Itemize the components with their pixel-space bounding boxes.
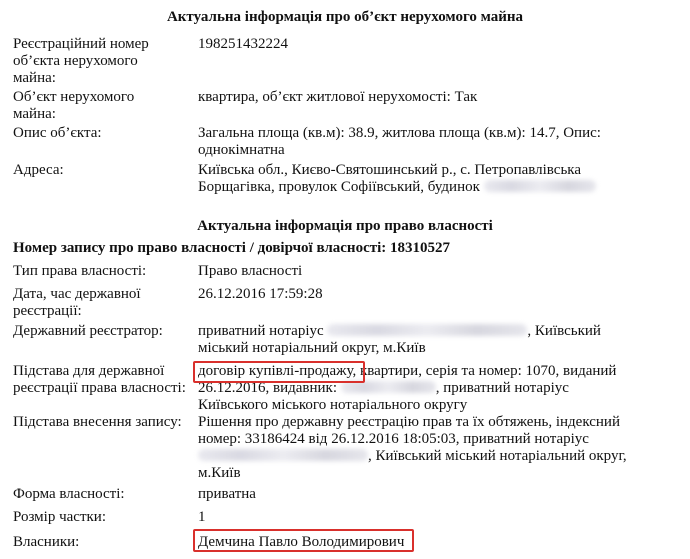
description-value: Загальна площа (кв.м): 38.9, житлова площа (кв.м): 14.7, Опис: однокімнатна: [198, 125, 601, 158]
entry-value: [198, 414, 638, 482]
reg-number-label: Реєстраційний номер об’єкта нерухомого майна:: [13, 36, 149, 86]
form-value: приватна: [198, 486, 256, 502]
basis-label: Підстава для державної реєстрації права власності:: [13, 363, 186, 396]
basis-text-1: квартири, серія та номер: 1070, виданий 26.12.2016, видавник:: [198, 363, 617, 396]
entry-label: Підстава внесення запису:: [13, 414, 182, 430]
owners-label: Власники:: [13, 534, 80, 550]
ownership-heading: Актуальна інформація про право власності: [197, 218, 493, 234]
owners-highlight-box: [193, 529, 414, 552]
share-value: 1: [198, 509, 206, 525]
right-type-label: Тип права власності:: [13, 263, 147, 279]
right-type-value: Право власності: [198, 263, 303, 279]
address-value: [198, 162, 618, 196]
registrar-suffix: , Київський міський нотаріальний округ, м.Київ: [198, 323, 601, 356]
basis-highlight: договір купівлі-продажу,: [198, 363, 357, 379]
record-heading: Номер запису про право власності / довірчої власності: 18310527: [13, 240, 451, 256]
registrar-value: [198, 323, 638, 357]
redacted-house-number: [484, 180, 596, 192]
owners-value: Демчина Павло Володимирович: [198, 534, 405, 550]
object-value: квартира, об’єкт житлової нерухомості: Так: [198, 89, 478, 105]
reg-number-value: 198251432224: [198, 36, 288, 52]
property-heading: Актуальна інформація про об’єкт нерухомого майна: [166, 9, 524, 25]
redacted-notary-name: [327, 324, 527, 336]
address-text: Київська обл., Києво-Святошинський р., с. Петропавлівська Борщагівка, провулок Софіївський, будинок: [198, 162, 582, 195]
registrar-prefix: приватний нотаріус: [198, 323, 324, 339]
basis-highlight-box: [193, 361, 365, 383]
registrar-label: Державний реєстратор:: [13, 323, 163, 339]
entry-text: Рішення про державну реєстрацію прав та їх обтяжень, індексний номер: 33186424 від 26.12.2016 18:05:03, приватний нотаріус: [198, 414, 620, 447]
entry-text-2: , Київський міський нотаріальний округ, м.Київ: [198, 448, 627, 481]
share-label: Розмір частки:: [13, 509, 106, 525]
description-label: Опис об’єкта:: [13, 125, 102, 141]
date-value: 26.12.2016 17:59:28: [198, 286, 323, 302]
date-label: Дата, час державної реєстрації:: [13, 286, 141, 319]
address-label: Адреса:: [13, 162, 64, 178]
form-label: Форма власності:: [13, 486, 125, 502]
object-label: Об’єкт нерухомого майна:: [13, 89, 135, 122]
basis-text-2: , приватний нотаріус Київського міського нотаріального округу: [198, 380, 569, 413]
redacted-notary-name-2: [198, 449, 368, 461]
